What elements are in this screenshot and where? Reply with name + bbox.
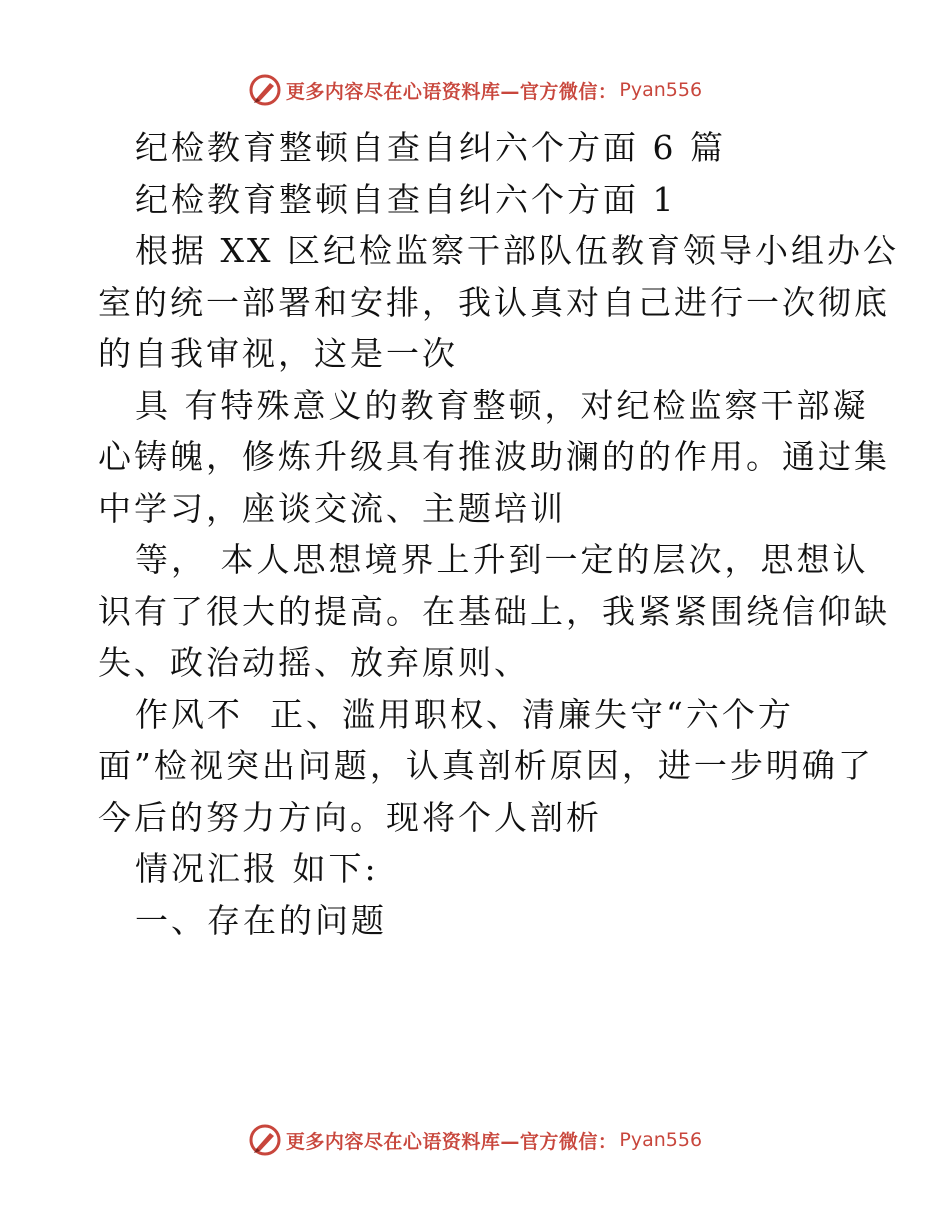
pen-logo-icon <box>248 73 282 107</box>
footer-banner-contact: Pyan556 <box>619 1129 703 1151</box>
doc-line: 根据 XX 区纪检监察干部队伍教育领导小组办公 <box>135 231 899 270</box>
doc-line: 纪检教育整顿自查自纠六个方面 6 篇 <box>135 128 726 167</box>
doc-line: 具 有特殊意义的教育整顿，对纪检监察干部凝 <box>135 385 869 425</box>
header-banner <box>0 70 950 110</box>
doc-line: 失、政治动摇、放弃原则、 <box>98 643 530 682</box>
footer-banner <box>0 1120 950 1160</box>
doc-line: 今后的努力方向。现将个人剖析 <box>98 797 602 837</box>
footer-banner-text: 更多内容尽在心语资料库—官方微信： <box>285 1130 618 1153</box>
doc-line: 面”检视突出问题，认真剖析原因，进一步明确了 <box>98 746 874 785</box>
doc-line: 作风不 正、滥用职权、清廉失守“六个方 <box>135 694 794 734</box>
header-banner-text: 更多内容尽在心语资料库—官方微信： <box>285 80 618 103</box>
doc-line: 中学习，座谈交流、主题培训 <box>98 488 566 528</box>
doc-line: 心铸魄，修炼升级具有推波助澜的的作用。通过集 <box>98 437 890 476</box>
doc-line: 一、存在的问题 <box>135 900 387 940</box>
header-banner-contact: Pyan556 <box>619 79 703 101</box>
doc-line: 识有了很大的提高。在基础上，我紧紧围绕信仰缺 <box>98 591 890 631</box>
doc-line: 情况汇报 如下: <box>135 849 379 888</box>
document-body <box>98 122 899 946</box>
doc-line: 的自我审视，这是一次 <box>98 334 458 373</box>
doc-line: 等， 本人思想境界上升到一定的层次，思想认 <box>135 540 869 579</box>
doc-line: 室的统一部署和安排，我认真对自己进行一次彻底 <box>98 282 890 322</box>
doc-line: 纪检教育整顿自查自纠六个方面 1 <box>135 179 677 219</box>
pen-logo-icon <box>248 1123 282 1157</box>
